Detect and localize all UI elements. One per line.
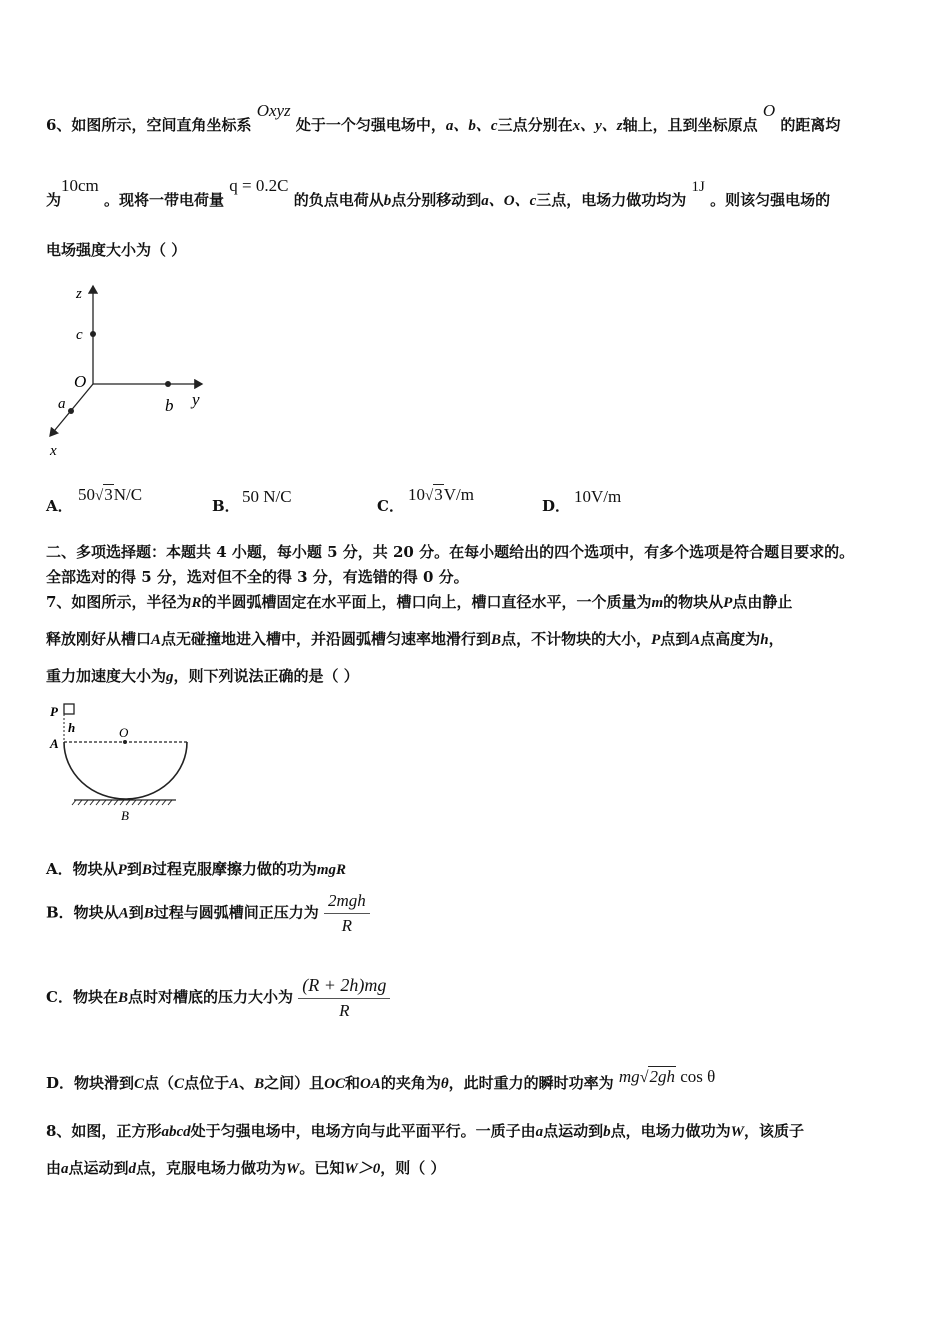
opt-text: B．物块从 [46, 903, 119, 922]
var-h: h [760, 632, 769, 648]
opt-text: C．物块在 [46, 988, 118, 1006]
var-abc: a、b、c [445, 118, 498, 134]
label-h: h [68, 720, 76, 735]
q6-text: 为 [46, 191, 62, 209]
q6-text: 三点分别在 [497, 116, 573, 134]
condition-W-positive: W＞0 [344, 1161, 381, 1177]
var-a: a [535, 1124, 544, 1140]
coef: 50 [78, 485, 95, 504]
math-work: 1J [691, 179, 705, 195]
label-a: a [58, 396, 66, 412]
power-expression: mg√2gh cos θ [618, 1067, 716, 1086]
unit: V/m [443, 485, 474, 504]
semicircle-groove-figure [44, 700, 194, 825]
q8-text: ，则（ ） [380, 1159, 446, 1177]
q6-option-b-letter: B． [212, 497, 240, 515]
q8-text: 处于匀强电场中，电场方向与此平面平行。一质子由 [190, 1122, 536, 1140]
unit: N/C [113, 485, 143, 504]
q7-option-d [46, 1067, 716, 1093]
var-g: g [166, 669, 174, 685]
numerator: 2mgh [324, 891, 370, 914]
var-b: b [383, 193, 392, 209]
denominator: R [341, 916, 353, 935]
q6-text: 点分别移动到 [391, 191, 482, 209]
label-x: x [50, 443, 57, 459]
q7-line-2 [46, 628, 784, 649]
q6-text: 6、如图所示，空间直角坐标系 [46, 116, 252, 134]
section2-line-1: 二、多项选择题：本题共 4 小题，每小题 5 分，共 20 分。在每小题给出的四个选项中，有多个选项是符合题目要求的。 [46, 543, 855, 561]
q6-text: 。则该匀强电场的 [710, 191, 831, 209]
q8-text: 点，电场力做功为 [610, 1122, 731, 1140]
var-aoc: a、O、c [481, 193, 537, 209]
q6-text: 。现将一带电荷量 [104, 191, 225, 209]
q6-option-b-value: 50 N/C [242, 487, 292, 506]
var-a: a [61, 1161, 69, 1177]
var-B: B [141, 862, 152, 878]
var-P: P [117, 862, 127, 878]
var-abcd: abcd [161, 1124, 191, 1140]
point-c [90, 331, 96, 337]
opt-text: 到 [128, 903, 144, 922]
var-d: d [128, 1161, 137, 1177]
q7-text: 的半圆弧槽固定在水平面上，槽口向上，槽口直径水平，一个质量为 [201, 593, 652, 611]
math-origin: O [762, 101, 776, 120]
math-charge: q = 0.2C [229, 176, 289, 195]
var-W: W [286, 1161, 300, 1177]
q7-text: 重力加速度大小为 [46, 667, 167, 685]
var-P: P [723, 595, 733, 611]
var-A: A [229, 1076, 240, 1092]
q6-option-a-value: 50√3N/C [78, 485, 143, 504]
q8-text: 。已知 [299, 1159, 345, 1177]
q7-text: 点高度为 [700, 630, 761, 648]
var-B: B [491, 632, 502, 648]
var-R: R [191, 595, 202, 611]
numerator: (R + 2h)mg [298, 975, 390, 999]
q7-line-1 [46, 591, 792, 612]
var-B: B [117, 990, 128, 1006]
q8-text: ，该质子 [744, 1122, 805, 1140]
block-P [64, 704, 74, 714]
var-theta: θ [440, 1076, 449, 1092]
q6-line-3: 电场强度大小为（ ） [46, 241, 187, 259]
q7-text: ，则下列说法正确的是（ ） [173, 667, 359, 685]
point-a [68, 408, 74, 414]
q7-option-c [46, 975, 390, 1021]
label-O: O [119, 725, 129, 740]
q6-line-2 [46, 176, 831, 210]
opt-text: D．物块滑到 [46, 1074, 135, 1092]
q7-text: 7、如图所示，半径为 [46, 593, 192, 611]
opt-text: 过程与圆弧槽间正压力为 [153, 903, 319, 922]
opt-text: 点位于 [184, 1074, 230, 1092]
q7-option-a [46, 858, 346, 879]
radicand-2gh: 2gh [649, 1067, 675, 1086]
var-B: B [143, 905, 154, 922]
opt-text: 过程克服摩擦力做的功为 [151, 860, 317, 878]
q7-text: 释放刚好从槽口 [46, 630, 152, 648]
q6-option-c-value: 10√3V/m [408, 485, 474, 504]
q6-option-c-letter: C． [377, 497, 404, 515]
q6-text: 的负点电荷从 [293, 191, 384, 209]
q8-text: 点运动到 [543, 1122, 604, 1140]
q7-text: 点到 [660, 630, 691, 648]
var-A: A [151, 632, 162, 648]
q8-text: 点运动到 [68, 1159, 129, 1177]
label-P: P [50, 704, 58, 719]
q6-text: 的距离均 [780, 116, 841, 134]
q8-text: 由 [46, 1159, 62, 1177]
var-OC: OC [324, 1076, 345, 1092]
q7-text: ， [768, 630, 784, 648]
section2-line-2: 全部选对的得 5 分，选对但不全的得 3 分，有选错的得 0 分。 [46, 568, 469, 586]
expr-mgR: mgR [316, 862, 347, 878]
fraction-2mgh-R [324, 891, 370, 936]
q7-line-3 [46, 665, 359, 686]
opt-text: 之间）且 [264, 1074, 325, 1092]
q6-option-d-value: 10V/m [574, 487, 622, 506]
semicircle-arc [64, 742, 187, 799]
opt-text: 、 [239, 1074, 255, 1092]
label-O: O [74, 372, 87, 391]
opt-text: ，此时重力的瞬时功率为 [448, 1074, 614, 1092]
label-A: A [50, 736, 59, 751]
q8-line-2 [46, 1157, 445, 1178]
expr-mg: mg [618, 1067, 640, 1086]
var-xyz: x、y、z [572, 118, 623, 134]
q8-text: 8、如图，正方形 [46, 1122, 162, 1140]
q7-text: 点无碰撞地进入槽中，并沿圆弧槽匀速率地滑行到 [161, 630, 492, 648]
opt-text: 点（ [144, 1074, 175, 1092]
point-b [165, 381, 171, 387]
expr-cos-theta: cos θ [680, 1067, 716, 1086]
q7-text: 点由静止 [732, 593, 793, 611]
var-W: W [730, 1124, 745, 1140]
center-O [123, 740, 127, 744]
q8-line-1 [46, 1120, 804, 1141]
q7-text: 点，不计物块的大小， [501, 630, 652, 648]
opt-text: 和 [344, 1074, 360, 1092]
coordinate-system-figure [40, 278, 220, 463]
opt-text: A．物块从 [46, 860, 118, 878]
q6-option-d-letter: D． [542, 497, 571, 515]
var-C: C [134, 1076, 145, 1092]
var-C: C [174, 1076, 185, 1092]
label-z: z [76, 286, 82, 302]
label-c: c [76, 327, 83, 343]
label-y: y [192, 390, 200, 409]
q6-option-a-letter: A． [46, 497, 73, 515]
radicand: 3 [434, 485, 443, 504]
var-OA: OA [360, 1076, 381, 1092]
radicand: 3 [104, 485, 113, 504]
q6-text: 处于一个匀强电场中， [295, 116, 446, 134]
var-A: A [690, 632, 701, 648]
var-m: m [651, 595, 664, 611]
q6-text: 轴上，且到坐标原点 [622, 116, 758, 134]
q6-text: 三点，电场力做功均为 [536, 191, 687, 209]
var-b: b [603, 1124, 611, 1140]
q8-text: 点，克服电场力做功为 [136, 1159, 287, 1177]
opt-text: 到 [126, 860, 142, 878]
q7-option-b [46, 891, 370, 936]
q6-line-1 [46, 101, 841, 135]
fraction-R2hmg-R [298, 975, 390, 1021]
denominator: R [339, 1001, 350, 1020]
label-b: b [165, 396, 174, 415]
q7-text: 的物块从 [663, 593, 724, 611]
var-B: B [254, 1076, 265, 1092]
coef: 10 [408, 485, 425, 504]
var-A: A [118, 905, 129, 922]
math-oxyz: Oxyz [256, 101, 291, 120]
opt-text: 的夹角为 [380, 1074, 441, 1092]
label-B: B [121, 808, 129, 823]
math-distance: 10cm [61, 176, 99, 195]
ground-hatching [72, 800, 172, 805]
var-P: P [651, 632, 661, 648]
opt-text: 点时对槽底的压力大小为 [127, 988, 293, 1006]
